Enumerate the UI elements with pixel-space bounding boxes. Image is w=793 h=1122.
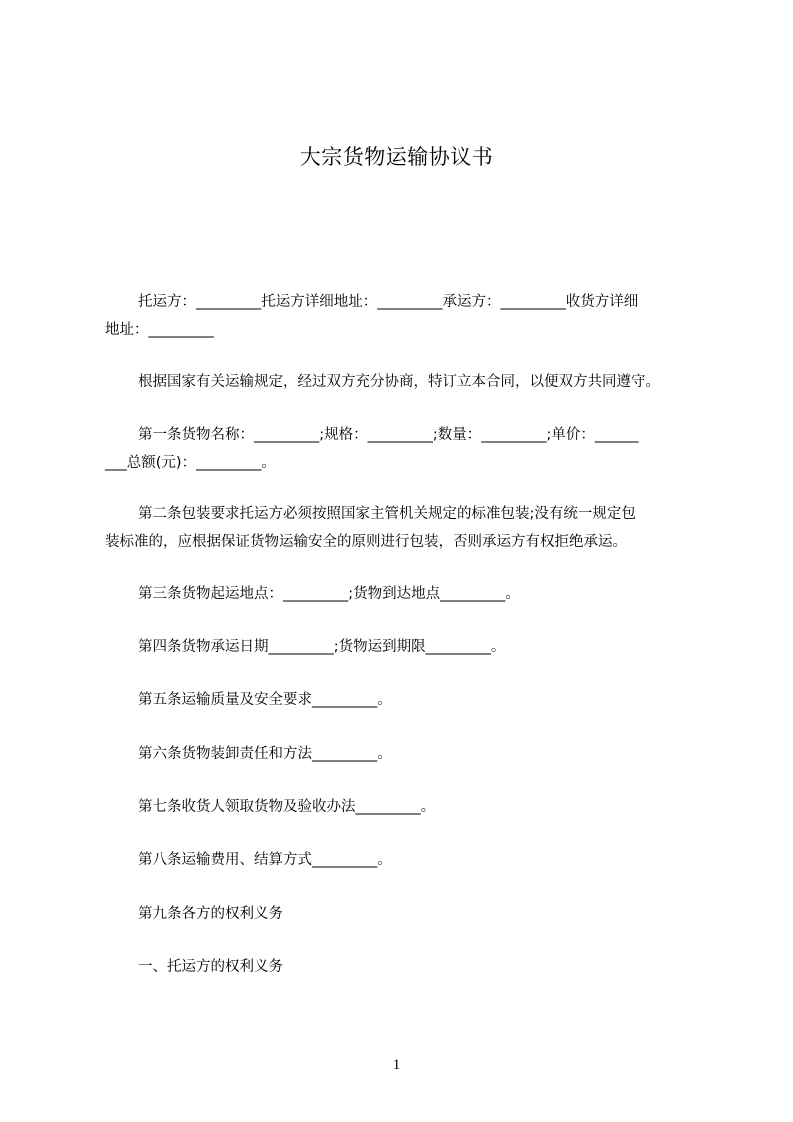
paragraph-article-3 (105, 580, 705, 608)
paragraph-line: ___总额(元)：_________。 (105, 455, 276, 471)
paragraph-article-9 (105, 900, 705, 928)
paragraph-article-2 (105, 500, 705, 556)
paragraph-line: 第二条包装要求托运方必须按照国家主管机关规定的标准包装;没有统一规定包 (138, 506, 636, 522)
document-title: 大宗货物运输协议书 (299, 145, 494, 169)
paragraph-line: 地址：_________ (105, 322, 214, 338)
paragraph-line: 一、托运方的权利义务 (138, 959, 283, 975)
paragraph-article-8 (105, 846, 705, 874)
paragraph-line: 第一条货物名称：_________;规格：_________;数量：_________;单价：______ (138, 427, 639, 443)
paragraph-article-5 (105, 686, 705, 714)
paragraph-article-4 (105, 633, 705, 661)
paragraph-preamble (105, 368, 705, 396)
paragraph-line: 第六条货物装卸责任和方法_________。 (138, 746, 392, 762)
paragraph-line: 根据国家有关运输规定，经过双方充分协商，特订立本合同，以便双方共同遵守。 (138, 374, 660, 390)
paragraph-article-7 (105, 793, 705, 821)
paragraph-line: 第七条收货人领取货物及验收办法_________。 (138, 799, 436, 815)
paragraph-section-1 (105, 953, 705, 981)
paragraph-line: 第五条运输质量及安全要求_________。 (138, 692, 392, 708)
page-number: 1 (392, 1057, 401, 1073)
paragraph-line: 第四条货物承运日期_________;货物运到期限_________。 (138, 639, 506, 655)
paragraph-parties (105, 288, 705, 344)
paragraph-article-1 (105, 421, 705, 477)
paragraph-line: 托运方：_________托运方详细地址：_________承运方：_________收货方详细 (138, 294, 639, 310)
paragraph-line: 装标准的，应根据保证货物运输安全的原则进行包装，否则承运方有权拒绝承运。 (105, 534, 627, 550)
paragraph-line: 第八条运输费用、结算方式_________。 (138, 852, 392, 868)
paragraph-article-6 (105, 740, 705, 768)
paragraph-line: 第九条各方的权利义务 (138, 906, 283, 922)
paragraph-line: 第三条货物起运地点：_________;货物到达地点_________。 (138, 586, 520, 602)
